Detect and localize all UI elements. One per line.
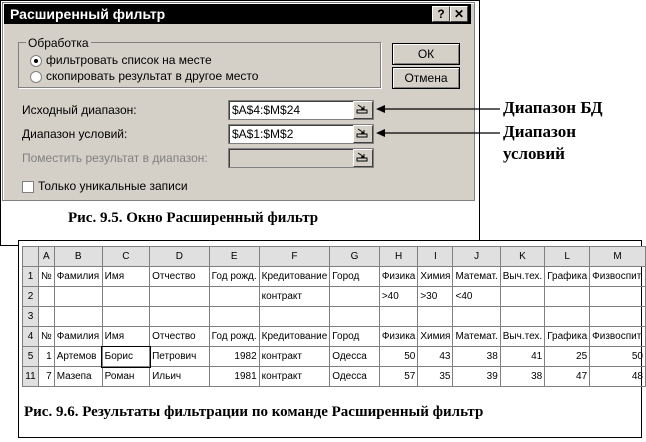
cell[interactable]: 47 bbox=[545, 367, 590, 387]
cell[interactable] bbox=[54, 307, 102, 327]
cell[interactable]: Фамилия bbox=[54, 267, 102, 287]
table-row bbox=[23, 347, 646, 367]
annotation-criteria-line1: Диапазон bbox=[503, 122, 577, 141]
column-header[interactable]: G bbox=[330, 247, 380, 267]
collapse-dialog-icon[interactable] bbox=[353, 149, 373, 167]
cancel-button[interactable]: Отмена bbox=[392, 67, 460, 89]
arrowhead-db bbox=[376, 105, 385, 113]
column-header[interactable]: C bbox=[102, 247, 149, 267]
cell[interactable]: Артемов bbox=[54, 347, 102, 367]
cell[interactable]: Химия bbox=[418, 327, 453, 347]
close-button[interactable]: ✕ bbox=[450, 6, 468, 22]
cell[interactable]: Графика bbox=[545, 327, 590, 347]
cell[interactable]: Физвоспит. bbox=[590, 327, 646, 347]
row-header[interactable]: 3 bbox=[23, 307, 39, 327]
criteria-range-input[interactable] bbox=[228, 124, 374, 144]
source-range-input[interactable] bbox=[228, 100, 374, 120]
cell[interactable]: Имя bbox=[102, 327, 149, 347]
cell[interactable]: Отчество bbox=[150, 327, 210, 347]
column-header[interactable]: I bbox=[418, 247, 453, 267]
cell[interactable]: Физвоспит. bbox=[590, 267, 646, 287]
processing-group-label: Обработка bbox=[28, 36, 89, 50]
cell[interactable]: Фамилия bbox=[54, 327, 102, 347]
annotation-criteria-line2: условий bbox=[503, 144, 565, 163]
cell[interactable]: Петрович bbox=[150, 347, 210, 367]
table-row bbox=[23, 267, 646, 287]
cell[interactable]: 41 bbox=[500, 347, 544, 367]
cell[interactable]: 7 bbox=[38, 367, 54, 387]
column-header[interactable]: H bbox=[379, 247, 418, 267]
column-header[interactable]: M bbox=[590, 247, 646, 267]
cell[interactable]: контракт bbox=[259, 367, 330, 387]
cell[interactable]: Выч.тех. bbox=[500, 267, 544, 287]
cell[interactable] bbox=[590, 307, 646, 327]
cell[interactable]: № bbox=[38, 267, 54, 287]
cell[interactable]: Физика bbox=[379, 267, 418, 287]
cell[interactable]: <40 bbox=[453, 287, 500, 307]
radio-copy-label[interactable]: скопировать результат в другое место bbox=[46, 69, 259, 83]
figure-caption-1: Рис. 9.5. Окно Расширенный фильтр bbox=[68, 210, 319, 226]
row-header[interactable]: 1 bbox=[23, 267, 39, 287]
table-row bbox=[23, 287, 646, 307]
cell[interactable] bbox=[545, 287, 590, 307]
ok-button[interactable]: ОК bbox=[392, 43, 460, 65]
cell[interactable]: 1981 bbox=[209, 367, 259, 387]
help-button[interactable]: ? bbox=[432, 6, 450, 22]
cell[interactable]: Выч.тех. bbox=[500, 327, 544, 347]
corner-cell[interactable] bbox=[23, 247, 39, 267]
radio-filter-in-place[interactable] bbox=[30, 55, 42, 67]
cell[interactable] bbox=[209, 307, 259, 327]
unique-records-label[interactable]: Только уникальные записи bbox=[38, 179, 188, 193]
unique-records-checkbox[interactable] bbox=[22, 181, 34, 193]
cell[interactable] bbox=[102, 287, 149, 307]
cell[interactable]: 48 bbox=[590, 367, 646, 387]
spreadsheet-grid bbox=[22, 246, 646, 387]
cell[interactable]: Город bbox=[330, 267, 380, 287]
cell[interactable]: 25 bbox=[545, 347, 590, 367]
cell[interactable]: 43 bbox=[418, 347, 453, 367]
row-header[interactable]: 11 bbox=[23, 367, 39, 387]
column-header[interactable]: L bbox=[545, 247, 590, 267]
cell[interactable] bbox=[259, 307, 330, 327]
column-header[interactable]: E bbox=[209, 247, 259, 267]
cell[interactable]: 1982 bbox=[209, 347, 259, 367]
cell[interactable] bbox=[38, 287, 54, 307]
cell[interactable]: Роман bbox=[102, 367, 149, 387]
cell[interactable] bbox=[150, 287, 210, 307]
row-header[interactable]: 4 bbox=[23, 327, 39, 347]
cell[interactable] bbox=[150, 307, 210, 327]
cell[interactable] bbox=[54, 287, 102, 307]
cell[interactable]: 38 bbox=[453, 347, 500, 367]
criteria-range-label: Диапазон условий: bbox=[22, 127, 128, 141]
source-range-label: Исходный диапазон: bbox=[22, 103, 137, 117]
cell[interactable]: Химия bbox=[418, 267, 453, 287]
column-header[interactable]: D bbox=[150, 247, 210, 267]
cell[interactable] bbox=[379, 307, 418, 327]
cell[interactable] bbox=[330, 287, 380, 307]
radio-selected-dot bbox=[34, 59, 38, 63]
cell[interactable]: Отчество bbox=[150, 267, 210, 287]
table-row bbox=[23, 307, 646, 327]
cell[interactable] bbox=[590, 287, 646, 307]
cell[interactable] bbox=[545, 307, 590, 327]
cell[interactable]: № bbox=[38, 327, 54, 347]
column-header-row bbox=[23, 247, 646, 267]
cell[interactable] bbox=[330, 307, 380, 327]
cell[interactable]: 57 bbox=[379, 367, 418, 387]
radio-copy-to-location[interactable] bbox=[30, 71, 42, 83]
row-header[interactable]: 5 bbox=[23, 347, 39, 367]
cell[interactable]: Имя bbox=[102, 267, 149, 287]
collapse-dialog-icon[interactable] bbox=[353, 101, 373, 119]
annotation-db-range: Диапазон БД bbox=[503, 98, 603, 117]
cell[interactable]: >30 bbox=[418, 287, 453, 307]
cell[interactable] bbox=[38, 307, 54, 327]
cell[interactable]: контракт bbox=[259, 287, 330, 307]
cell[interactable]: Физика bbox=[379, 327, 418, 347]
cell[interactable] bbox=[102, 307, 149, 327]
cell[interactable]: 50 bbox=[379, 347, 418, 367]
annotation-arrows bbox=[376, 100, 506, 140]
cell[interactable]: Мазепа bbox=[54, 367, 102, 387]
cell[interactable]: 38 bbox=[500, 367, 544, 387]
cell[interactable]: 35 bbox=[418, 367, 453, 387]
figure-caption-2: Рис. 9.6. Результаты фильтрации по команде Расширенный фильтр bbox=[24, 404, 484, 420]
cell[interactable]: 1 bbox=[38, 347, 54, 367]
cell[interactable]: Ильич bbox=[150, 367, 210, 387]
cell[interactable]: Математ. bbox=[453, 327, 500, 347]
column-header[interactable]: B bbox=[54, 247, 102, 267]
cell[interactable]: Год рожд. bbox=[209, 267, 259, 287]
dialog-title: Расширенный фильтр bbox=[10, 6, 166, 22]
dialog-titlebar[interactable] bbox=[4, 4, 471, 24]
cell[interactable]: 39 bbox=[453, 367, 500, 387]
cell[interactable] bbox=[500, 307, 544, 327]
cell[interactable] bbox=[209, 287, 259, 307]
cell[interactable]: Одесса bbox=[330, 347, 380, 367]
cell-selected[interactable]: Борис bbox=[102, 347, 149, 367]
column-header[interactable]: A bbox=[38, 247, 54, 267]
cell[interactable] bbox=[500, 287, 544, 307]
cell[interactable]: Кредитование bbox=[259, 267, 330, 287]
source-range-value: $A$4:$M$24 bbox=[232, 103, 301, 117]
cell[interactable]: Графика bbox=[545, 267, 590, 287]
row-header[interactable]: 2 bbox=[23, 287, 39, 307]
cell[interactable]: Город bbox=[330, 327, 380, 347]
cell[interactable] bbox=[418, 307, 453, 327]
cell[interactable]: 50 bbox=[590, 347, 646, 367]
arrowhead-criteria bbox=[376, 129, 385, 137]
table-row bbox=[23, 327, 646, 347]
criteria-range-value: $A$1:$M$2 bbox=[232, 127, 294, 141]
column-header[interactable]: J bbox=[453, 247, 500, 267]
cell[interactable]: Кредитование bbox=[259, 327, 330, 347]
cell[interactable]: Математ. bbox=[453, 267, 500, 287]
collapse-dialog-icon[interactable] bbox=[353, 125, 373, 143]
cell[interactable]: Год рожд. bbox=[209, 327, 259, 347]
cell[interactable] bbox=[453, 307, 500, 327]
column-header[interactable]: K bbox=[500, 247, 544, 267]
table-row bbox=[23, 367, 646, 387]
destination-range-label: Поместить результат в диапазон: bbox=[22, 151, 208, 165]
cell[interactable]: >40 bbox=[379, 287, 418, 307]
cell[interactable]: Одесса bbox=[330, 367, 380, 387]
radio-filter-label[interactable]: фильтровать список на месте bbox=[46, 53, 212, 67]
cell[interactable]: контракт bbox=[259, 347, 330, 367]
column-header[interactable]: F bbox=[259, 247, 330, 267]
destination-range-input[interactable] bbox=[228, 148, 374, 168]
